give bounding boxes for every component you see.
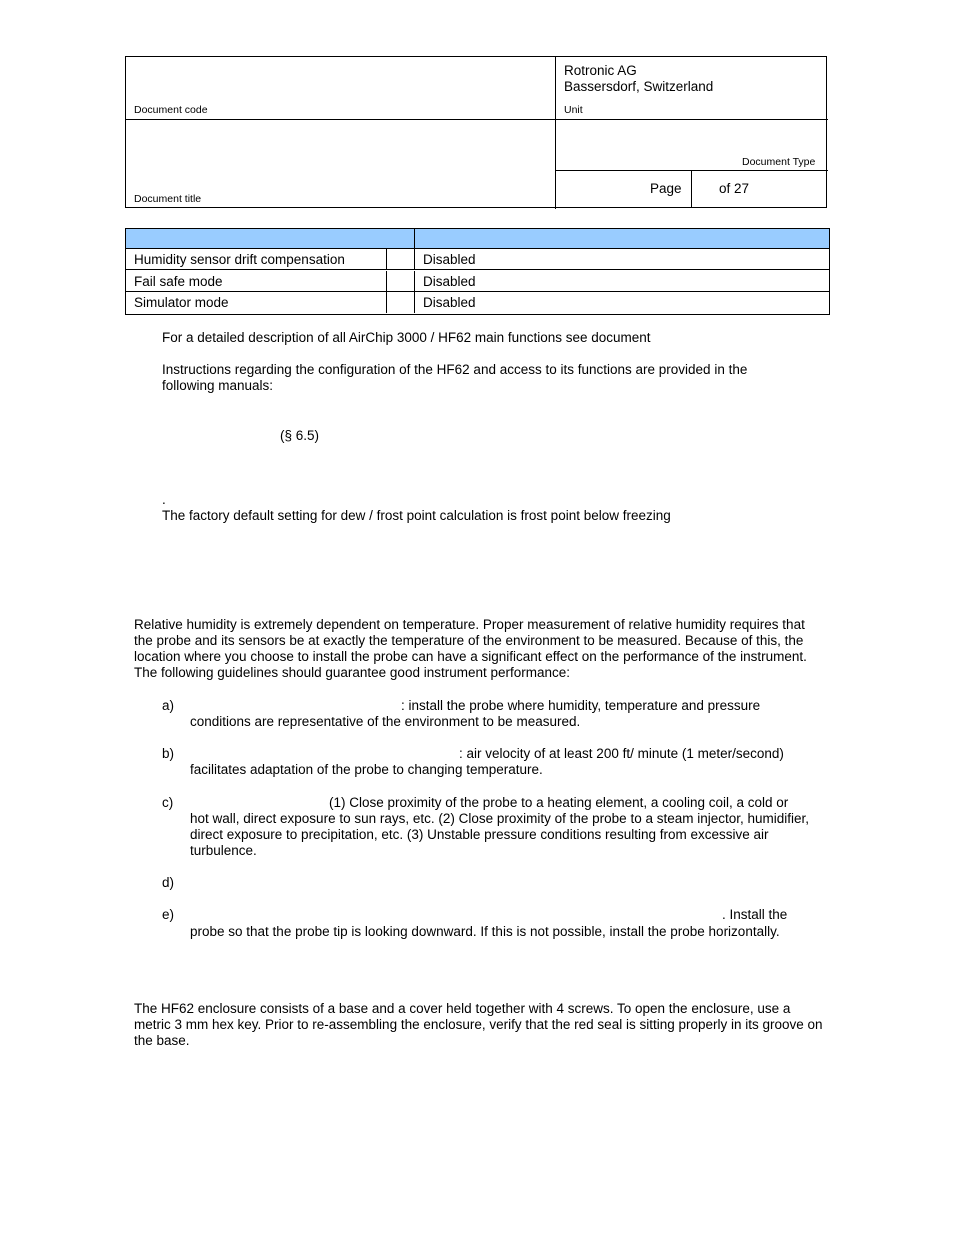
- table-row: [126, 271, 829, 292]
- list-item-line1: . Install the: [722, 907, 788, 922]
- instructions-paragraph: Instructions regarding the configuration of the HF62 and access to its functions are provided in the following manuals:: [162, 362, 748, 393]
- page-count: of 27: [719, 181, 750, 196]
- factory-default-paragraph: The factory default setting for dew / frost point calculation is frost point below freezing: [162, 508, 671, 523]
- document-title-label: Document title: [134, 193, 202, 205]
- list-marker: b): [162, 746, 175, 761]
- page-label: Page: [650, 181, 682, 196]
- setting-name: Fail safe mode: [134, 274, 223, 289]
- list-item-rest: facilitates adaptation of the probe to changing temperature.: [190, 762, 543, 777]
- unit-label: Unit: [564, 104, 583, 116]
- section-reference: (§ 6.5): [280, 428, 320, 443]
- header-divider-page-vertical: [691, 170, 692, 208]
- list-marker: d): [162, 875, 175, 890]
- enclosure-paragraph: The HF62 enclosure consists of a base and a cover held together with 4 screws. To open the enclosure, use a metric 3 mm hex key. Prior to re-assembling the enclosure, verify that the red seal is sitting properly in its groove on the base.: [134, 1001, 823, 1048]
- document-header: [125, 56, 827, 208]
- table-header-divider: [414, 229, 415, 248]
- setting-value: Disabled: [423, 274, 476, 289]
- humidity-paragraph: Relative humidity is extremely dependent on temperature. Proper measurement of relative humidity requires that the probe and its sensors be at exactly the temperature of the environment to be measured. Because of this, the location where you choose to install the probe can have a significant effect on the performance of the instrument. The following guidelines should guarantee good instrument performance:: [134, 617, 807, 680]
- table-row: [126, 292, 829, 313]
- document-code-label: Document code: [134, 104, 208, 116]
- list-marker: e): [162, 907, 175, 922]
- table-col-divider: [414, 249, 415, 269]
- list-item-rest: probe so that the probe tip is looking downward. If this is not possible, install the probe horizontally.: [190, 924, 780, 939]
- company-location: Bassersdorf, Switzerland: [564, 79, 714, 94]
- list-item-line1: : air velocity of at least 200 ft/ minute (1 meter/second): [459, 746, 784, 761]
- list-item-rest: hot wall, direct exposure to sun rays, etc. (2) Close proximity of the probe to a steam injector, humidifier, direct exposure to precipitation, etc. (3) Unstable pressure conditions resulting from excessive air turbulence.: [190, 811, 810, 858]
- list-marker: a): [162, 698, 175, 713]
- list-item-line1: (1) Close proximity of the probe to a heating element, a cooling coil, a cold or: [329, 795, 789, 810]
- functions-paragraph: For a detailed description of all AirChip 3000 / HF62 main functions see document: [162, 330, 651, 345]
- stray-period: .: [162, 492, 166, 507]
- list-item-rest: conditions are representative of the environment to be measured.: [190, 714, 581, 729]
- setting-name: Simulator mode: [134, 295, 229, 310]
- table-col-divider: [414, 271, 415, 291]
- table-header-row: [126, 229, 829, 249]
- table-col-divider: [414, 292, 415, 313]
- table-col-divider: [386, 249, 387, 269]
- list-item-line1: : install the probe where humidity, temperature and pressure: [401, 698, 761, 713]
- document-type-label: Document Type: [742, 156, 816, 168]
- settings-table: [125, 228, 830, 315]
- header-divider-vertical: [555, 57, 556, 209]
- table-col-divider: [386, 292, 387, 313]
- header-divider-horizontal: [126, 119, 828, 120]
- table-col-divider: [386, 271, 387, 291]
- setting-value: Disabled: [423, 295, 476, 310]
- setting-value: Disabled: [423, 252, 476, 267]
- company-name: Rotronic AG: [564, 63, 637, 78]
- list-marker: c): [162, 795, 174, 810]
- table-row: [126, 249, 829, 270]
- setting-name: Humidity sensor drift compensation: [134, 252, 345, 267]
